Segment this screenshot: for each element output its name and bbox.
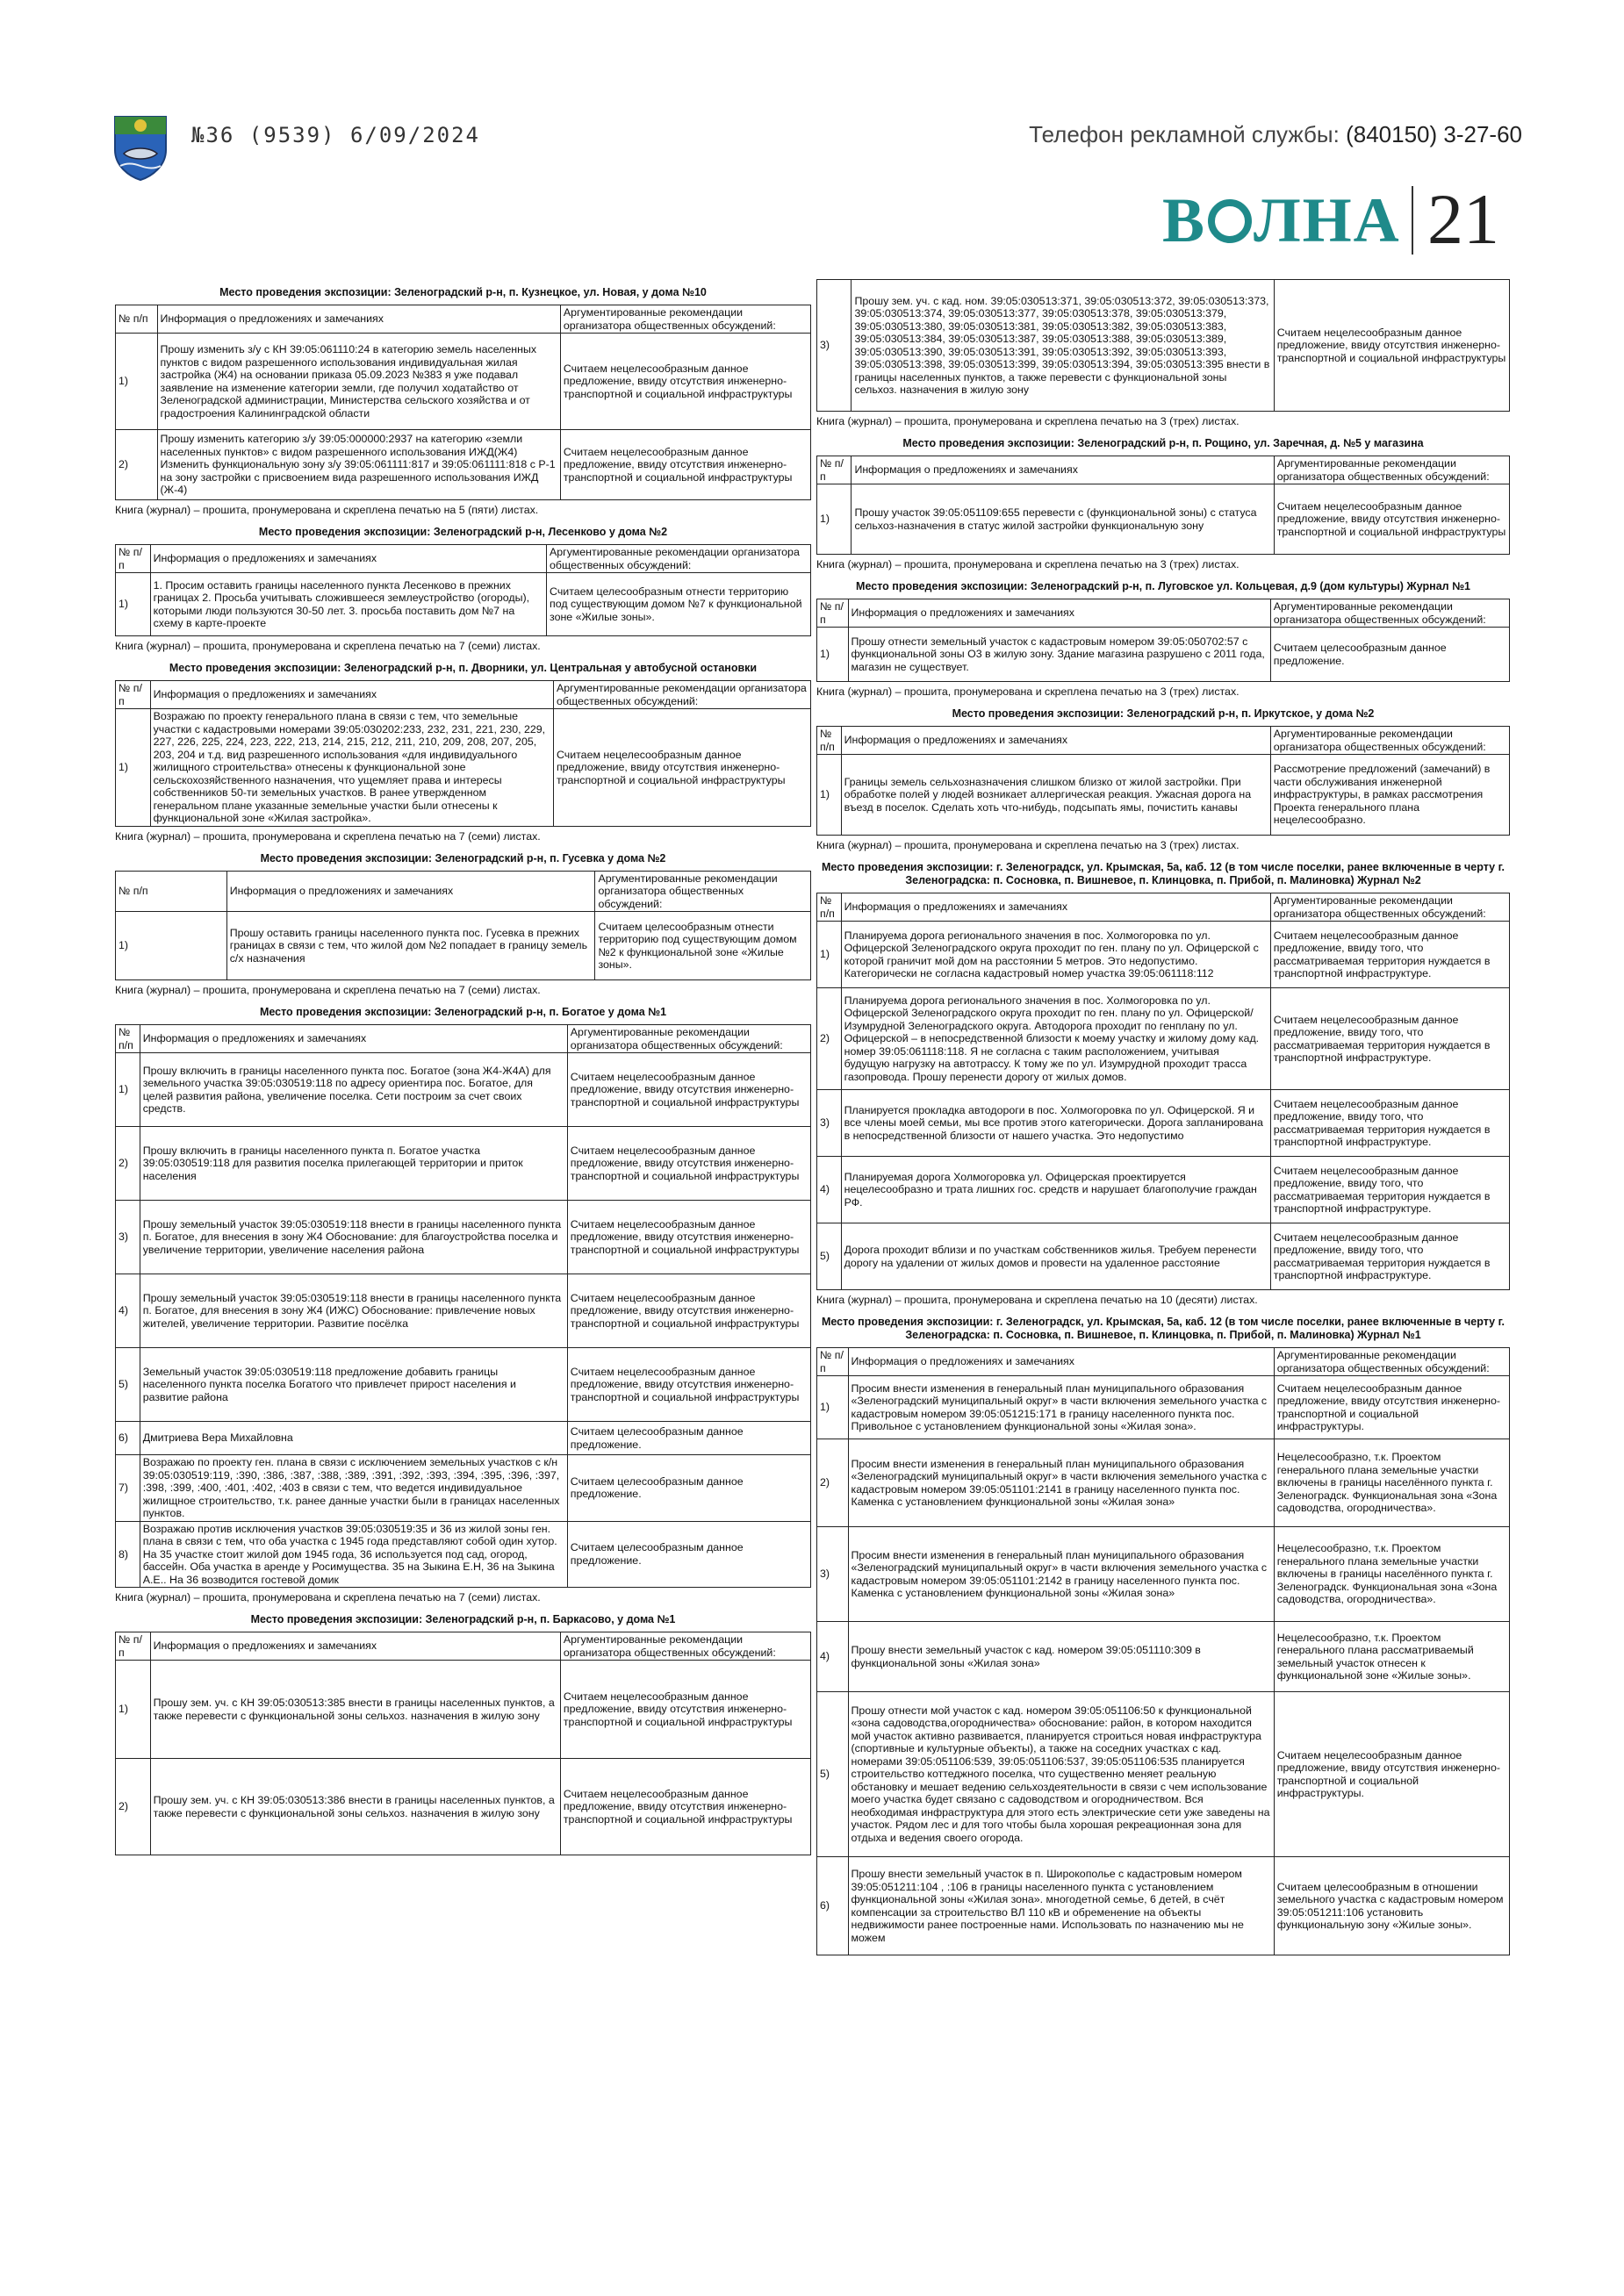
proposal-text: Прошу зем. уч. с КН 39:05:030513:385 внести в границы населенных пунктов, а также перевести с функциональной зоны сельхоз. назначения в жилую зону [150, 1661, 560, 1759]
journal-note: Книга (журнал) – прошита, пронумерована и скреплена печатью на 10 (десяти) листах. [816, 1294, 1258, 1306]
recommendation-text: Считаем нецелесообразным данное предложение, ввиду отсутствия инженерно-транспортной и социальной инфраструктуры [567, 1201, 810, 1274]
column-header: № п/п [116, 1025, 140, 1053]
row-number: 3) [817, 1527, 849, 1622]
column-header: Аргументированные рекомендации организатора общественных обсуждений: [560, 1632, 810, 1661]
proposal-text: Прошу оставить границы населенного пункта пос. Гусевка в прежних границах в связи с тем, что жилой дом №2 попадает в границу земель с/х назначения [226, 912, 595, 980]
table-row [116, 1759, 811, 1855]
table-row [116, 1127, 811, 1201]
recommendation-text: Считаем целесообразным в отношении земельного участка с кадастровым номером 39:05:051211:106 установить функциональную зону «Жилые зоны». [1274, 1857, 1509, 1955]
recommendation-text: Считаем целесообразным отнести территорию под существующим домом №7 к функциональной зоне «Жилые зоны». [547, 573, 811, 636]
proposal-text: Прошу отнести земельный участок с кадастровым номером 39:05:050702:57 с функциональной зоны О3 в жилую зону. Здание магазина разрушено с 2011 года, магазин не существует. [848, 628, 1270, 682]
proposal-text: Прошу зем. уч. с КН 39:05:030513:386 внести в границы населенных пунктов, а также перевести с функциональной зоны сельхоз. назначения в жилую зону [150, 1759, 560, 1855]
proposal-text: Просим внести изменения в генеральный план муниципального образования «Зеленоградский муниципальный округ» в части включения земельного участка с кадастровым номером 39:05:051101:2141 в границу населенного пункта пос. Каменка с установлением функциональной зоны «Жилая зона» [848, 1439, 1274, 1527]
table-row [116, 1521, 811, 1588]
row-number: 2) [116, 430, 158, 500]
table-header-row [817, 456, 1510, 484]
exposition-section [816, 437, 1510, 571]
column-header: № п/п [817, 1348, 849, 1376]
proposal-text: Прошу зем. уч. с кад. ном. 39:05:030513:371, 39:05:030513:372, 39:05:030513:373, 39:05:030513:374, 39:05:030513:377, 39:05:030513:378, 39:05:030513:379, 39:05:030513:380, 39:05:030513:381, 39:05:030513:382, 39:05:030513:383, 39:05:030513:384, 39:05:030513:387, 39:05:030513:388, 39:05:030513:389, 39:05:030513:390, 39:05:030513:391, 39:05:030513:392, 39:05:030513:393, 39:05:030513:398, 39:05:030513:399, 39:05:030513:394, 39:05:030513:395 внести в границы населенных пунктов, а также перевести с функциональной зоны сельхоз. назначения в жилую зону [852, 280, 1274, 412]
column-header: Информация о предложениях и замечаниях [140, 1025, 567, 1053]
column-header: Информация о предложениях и замечаниях [841, 727, 1270, 755]
journal-note: Книга (журнал) – прошита, пронумерована и скреплена печатью на 3 (трех) листах. [816, 415, 1240, 427]
table-row [817, 1527, 1510, 1622]
recommendation-text: Считаем нецелесообразным данное предложение, ввиду того, что рассматриваемая территория нуждается в транспортной инфраструктуре. [1270, 922, 1509, 988]
column-header: Аргументированные рекомендации организатора общественных обсуждений: [1270, 893, 1509, 922]
proposals-table [115, 1632, 811, 1855]
column-header: Информация о предложениях и замечаниях [226, 871, 595, 912]
column-header: № п/п [817, 893, 842, 922]
section-title: Место проведения экспозиции: Зеленоградский р-н, п. Иркутское, у дома №2 [952, 707, 1375, 720]
row-number: 3) [817, 1090, 842, 1157]
journal-note: Книга (журнал) – прошита, пронумерована и скреплена печатью на 5 (пяти) листах. [115, 504, 539, 516]
journal-note: Книга (журнал) – прошита, пронумерована и скреплена печатью на 3 (трех) листах. [816, 685, 1240, 698]
table-row [817, 484, 1510, 555]
recommendation-text: Считаем нецелесообразным данное предложение, ввиду отсутствия инженерно-транспортной и социальной инфраструктуры [1274, 280, 1509, 412]
table-row [116, 1661, 811, 1759]
column-header: № п/п [116, 871, 227, 912]
table-row [116, 709, 811, 827]
proposal-text: Прошу включить в границы населенного пункта п. Богатое участка 39:05:030519:118 для развития поселка прилегающей территории и приток населения [140, 1127, 567, 1201]
recommendation-text: Нецелесообразно, т.к. Проектом генерального плана рассматриваемый земельный участок отнесен к функциональной зоне «Жилые зоны». [1274, 1622, 1509, 1692]
row-number: 5) [817, 1223, 842, 1290]
issue-info: №36 (9539) 6/09/2024 [191, 123, 480, 147]
table-row [116, 1274, 811, 1348]
section-title: Место проведения экспозиции: Зеленоградский р-н, п. Дворники, ул. Центральная у автобусной остановки [169, 662, 758, 674]
recommendation-text: Считаем нецелесообразным данное предложение, ввиду отсутствия инженерно-транспортной и социальной инфраструктуры. [1274, 1376, 1509, 1439]
exposition-section [115, 286, 811, 517]
exposition-section [115, 526, 811, 653]
recommendation-text: Считаем нецелесообразным данное предложение, ввиду отсутствия инженерно-транспортной и социальной инфраструктуры [560, 1661, 810, 1759]
table-header-row [116, 871, 811, 912]
proposals-table [816, 893, 1510, 1290]
row-number: 7) [116, 1455, 140, 1522]
row-number: 1) [817, 922, 842, 988]
column-header: Информация о предложениях и замечаниях [150, 681, 553, 709]
right-column [816, 279, 1510, 1964]
row-number: 3) [116, 1201, 140, 1274]
exposition-section [115, 662, 811, 843]
proposal-text: Прошу изменить категорию з/у 39:05:000000:2937 на категорию «земли населенных пунктов» с видом разрешенного использования ИЖД(Ж4) Изменить функциональную зону з/у 39:05:061111:817 и 39:05:061111:818 с Р-1 на зону застройки с присвоением вида разрешенного использования ИЖД (Ж-4) [157, 430, 560, 500]
coat-of-arms-icon [111, 111, 169, 182]
journal-note: Книга (журнал) – прошита, пронумерована и скреплена печатью на 7 (семи) листах. [115, 829, 541, 843]
page-number: 21 [1427, 179, 1499, 259]
proposal-text: Прошу земельный участок 39:05:030519:118 внести в границы населенного пункта п. Богатое, для внесения в зону Ж4 (ИЖС) Обоснование: привлечение новых жителей, увеличение территории. Развитие посёлка [140, 1274, 567, 1348]
recommendation-text: Считаем нецелесообразным данное предложение, ввиду того, что рассматриваемая территория нуждается в транспортной инфраструктуре. [1270, 1090, 1509, 1157]
column-header: № п/п [116, 545, 151, 573]
row-number: 1) [817, 1376, 849, 1439]
proposals-table [816, 599, 1510, 682]
proposal-text: Планируема дорога регионального значения в пос. Холмогоровка по ул. Офицерской Зеленоградского округа проходит по ген. плану по ул. Офицерской/ Изумрудной Зеленоградского округа. Автодорога проходит по генплану по ул. Офицерской – в непосредственной близости к моему участку и жилому дому кад. номер 39:05:061118:118. Я не согласна с таким расположением, учитывая будущую нагрузку на автотрассу. К тому же по ул. Изумрудной проходит трасса газопровода. Прошу перенести дорогу от жилых домов. [841, 988, 1270, 1090]
recommendation-text: Считаем нецелесообразным данное предложение, ввиду отсутствия инженерно-транспортной и социальной инфраструктуры [567, 1053, 810, 1127]
page-header [0, 0, 1624, 259]
exposition-section [115, 1006, 811, 1604]
recommendation-text: Считаем нецелесообразным данное предложение, ввиду отсутствия инженерно-транспортной и социальной инфраструктуры. [1274, 1692, 1509, 1857]
table-row [817, 1439, 1510, 1527]
row-number: 4) [817, 1622, 849, 1692]
recommendation-text: Считаем целесообразным данное предложение. [567, 1455, 810, 1522]
proposal-text: Дорога проходит вблизи и по участкам собственников жилья. Требуем перенести дорогу на удалении от жилых домов и провести на удаленное расстояние [841, 1223, 1270, 1290]
table-row [116, 912, 811, 980]
recommendation-text: Считаем целесообразным данное предложение. [567, 1422, 810, 1455]
table-row [817, 755, 1510, 836]
proposals-table [115, 544, 811, 636]
exposition-section [816, 580, 1510, 699]
proposal-text: Прошу изменить з/у с КН 39:05:061110:24 в категорию земель населенных пунктов с видом разрешенного использования индивидуальная жилая застройка (Ж4) на основании приказа 05.09.2023 №383 я уже подавал заявление на изменение категории земли, где получил ходатайство от Зеленоградской администрации, Министерства сельского хозяйства и от градостроения Калининградской области [157, 334, 560, 430]
column-header: № п/п [817, 727, 842, 755]
section-title: Место проведения экспозиции: Зеленоградский р-н, п. Баркасово, у дома №1 [250, 1613, 676, 1625]
row-number: 1) [116, 1661, 151, 1759]
row-number: 1) [116, 709, 151, 827]
column-header: Информация о предложениях и замечаниях [848, 1348, 1274, 1376]
recommendation-text: Считаем нецелесообразным данное предложение, ввиду отсутствия инженерно-транспортной и социальной инфраструктуры [567, 1348, 810, 1422]
column-header: Аргументированные рекомендации организатора общественных обсуждений: [1270, 599, 1509, 628]
proposals-table [816, 1347, 1510, 1955]
row-number: 1) [116, 1053, 140, 1127]
row-number: 1) [817, 755, 842, 836]
proposal-text: Прошу внести земельный участок в п. Широкополье с кадастровым номером 39:05:051211:104 , :106 в границы населенного пункта с установлением функциональной зоны «Жилая зона». многодетной семье, 6 детей, в счёт компенсации за строительство ВЛ 110 кВ и обременение на объекты недвижимости ранее построенные нами. Использовать по назначению мы не можем [848, 1857, 1274, 1955]
recommendation-text: Считаем нецелесообразным данное предложение, ввиду того, что рассматриваемая территория нуждается в транспортной инфраструктуре. [1270, 1157, 1509, 1223]
proposal-text: Планируемая дорога Холмогоровка ул. Офицерская проектируется нецелесообразно и трата лишних гос. средств и нарушает благополучие граждан РФ. [841, 1157, 1270, 1223]
recommendation-text: Рассмотрение предложений (замечаний) в части обслуживания инженерной инфраструктуры, в рамках рассмотрения Проекта генерального плана нецелесообразно. [1270, 755, 1509, 836]
row-number: 1) [116, 334, 158, 430]
column-header: № п/п [817, 599, 849, 628]
phone-number: (840150) 3-27-60 [1346, 121, 1522, 147]
proposal-text: Возражаю против исключения участков 39:05:030519:35 и 36 из жилой зоны ген. плана в связи с тем, что оба участка с 1945 года представляют собой один хутор. На 35 участке стоит жилой дом 1945 года, 36 используется под сад, огород, бассейн. Оба участка в аренде у Росимущества. 35 на Зыкина Е.Н, 36 на Зыкина А.Е.. На 36 возводится гостевой домик [140, 1521, 567, 1588]
column-header: Аргументированные рекомендации организатора общественных обсуждений: [553, 681, 810, 709]
row-number: 2) [817, 988, 842, 1090]
proposal-text: Границы земель сельхозназначения слишком близко от жилой застройки. При обработке полей у людей возникает аллергическая реакция. Ужасная дорога на въезд в поселок. Сделать хоть что-нибудь, подсыпать ямы, почистить канавы [841, 755, 1270, 836]
row-number: 1) [817, 484, 852, 555]
proposal-text: Планируема дорога регионального значения в пос. Холмогоровка по ул. Офицерской Зеленоградского округа проходит по ген. плану по ул. Офицерской с которой граничит мой дом на расстоянии 5 метров. Это недопустимо. Категорически не согласна кадастровый номер участка 39:05:061118:112 [841, 922, 1270, 988]
proposal-text: Земельный участок 39:05:030519:118 предложение добавить границы населенного пункта поселка Богатого что привлечет прирост населения и развитие района [140, 1348, 567, 1422]
left-column [115, 279, 811, 1864]
proposals-table [115, 1024, 811, 1588]
row-number: 1) [116, 912, 227, 980]
recommendation-text: Нецелесообразно, т.к. Проектом генерального плана земельные участки включены в границы населённого пункта г. Зеленоградск. Функциональная зона «Зона садоводства, огородничества». [1274, 1527, 1509, 1622]
table-row [116, 430, 811, 500]
row-number: 5) [817, 1692, 849, 1857]
table-header-row [817, 727, 1510, 755]
column-header: Информация о предложениях и замечаниях [150, 545, 546, 573]
recommendation-text: Считаем нецелесообразным данное предложение, ввиду того, что рассматриваемая территория нуждается в транспортной инфраструктуре. [1270, 988, 1509, 1090]
recommendation-text: Считаем нецелесообразным данное предложение, ввиду отсутствия инженерно-транспортной и социальной инфраструктуры [560, 1759, 810, 1855]
row-number: 1) [116, 573, 151, 636]
proposal-text: Планируется прокладка автодороги в пос. Холмогоровка по ул. Офицерской. Я и все члены моей семьи, мы все против этого категорически. Дорога запланирована в непосредственной близости от нашего участка. Это недопустимо [841, 1090, 1270, 1157]
row-number: 3) [817, 280, 852, 412]
exposition-section [816, 861, 1510, 1307]
column-header: Аргументированные рекомендации организатора общественных обсуждений: [1270, 727, 1509, 755]
column-header: Информация о предложениях и замечаниях [157, 305, 560, 334]
proposal-text: Возражаю по проекту ген. плана в связи с исключением земельных участков с к/н 39:05:030519:119, :390, :386, :387, :388, :389, :391, :392, :393, :394, :395, :396, :397, :398, :399, :400, :401, :402, :403 в связи с тем, что ведется индивидуальное жилищное строительство, т.к. ранее данные участки были в границах населенных пунктов. [140, 1455, 567, 1522]
recommendation-text: Считаем нецелесообразным данное предложение, ввиду отсутствия инженерно-транспортной и социальной инфраструктуры [567, 1127, 810, 1201]
table-row [817, 628, 1510, 682]
section-title: Место проведения экспозиции: Зеленоградский р-н, п. Гусевка у дома №2 [260, 851, 666, 865]
proposals-table [816, 726, 1510, 836]
journal-note: Книга (журнал) – прошита, пронумерована и скреплена печатью на 7 (семи) листах. [115, 984, 541, 996]
column-header: Информация о предложениях и замечаниях [841, 893, 1270, 922]
table-row [116, 1422, 811, 1455]
column-header: Аргументированные рекомендации организатора общественных обсуждений: [547, 545, 811, 573]
table-header-row [817, 599, 1510, 628]
proposal-text: Просим внести изменения в генеральный план муниципального образования «Зеленоградский муниципальный округ» в части включения земельного участка с кадастровым номером 39:05:051215:171 в границу населенного пункта пос. Привольное с установлением функциональной зоны «Жилая зона». [848, 1376, 1274, 1439]
recommendation-text: Считаем нецелесообразным данное предложение, ввиду отсутствия инженерно-транспортной и социальной инфраструктуры [1274, 484, 1509, 555]
proposal-text: Прошу земельный участок 39:05:030519:118 внести в границы населенного пункта п. Богатое, для внесения в зону Ж4 Обоснование: для благоустройства поселка и увеличение территории, увеличение населения района [140, 1201, 567, 1274]
table-row [116, 1053, 811, 1127]
section-title: Место проведения экспозиции: Зеленоградский р-н, п. Луговское ул. Кольцевая, д.9 (дом культуры) Журнал №1 [856, 580, 1470, 592]
journal-note: Книга (журнал) – прошита, пронумерована и скреплена печатью на 7 (семи) листах. [115, 640, 541, 652]
logo-o-icon [1208, 199, 1252, 243]
table-header-row [116, 681, 811, 709]
proposal-text: Прошу включить в границы населенного пункта пос. Богатое (зона Ж4-Ж4А) для земельного участка 39:05:030519:118 по адресу ориентира пос. Богатое, для целей развития района, увеличение поселка. Сети построим за счет своих средств. [140, 1053, 567, 1127]
column-header: № п/п [116, 1632, 151, 1661]
table-row [116, 334, 811, 430]
section-title: Место проведения экспозиции: Зеленоградский р-н, п. Кузнецкое, ул. Новая, у дома №10 [219, 286, 707, 298]
column-header: Информация о предложениях и замечаниях [150, 1632, 560, 1661]
table-row [116, 1455, 811, 1522]
proposals-table [115, 871, 811, 981]
logo-divider [1412, 186, 1413, 255]
proposals-table [115, 305, 811, 500]
recommendation-text: Считаем нецелесообразным данное предложение, ввиду отсутствия инженерно-транспортной и социальной инфраструктуры [560, 334, 810, 430]
section-title: Место проведения экспозиции: Зеленоградский р-н, п. Рощино, ул. Заречная, д. №5 у магазина [902, 437, 1424, 449]
proposals-table [816, 456, 1510, 555]
proposal-text: 1. Просим оставить границы населенного пункта Лесенково в прежних границах 2. Просьба учитывать сложившееся землеустройство (огороды), которыми люди пользуются 30-50 лет. 3. просьба поставить дом №7 на схему в карте-проекте [150, 573, 546, 636]
table-row [817, 1376, 1510, 1439]
column-header: Информация о предложениях и замечаниях [848, 599, 1270, 628]
table-row [817, 1622, 1510, 1692]
table-header-row [817, 1348, 1510, 1376]
recommendation-text: Считаем целесообразным данное предложение. [567, 1521, 810, 1588]
exposition-section [816, 1316, 1510, 1955]
proposal-text: Просим внести изменения в генеральный план муниципального образования «Зеленоградский муниципальный округ» в части включения земельного участка с кадастровым номером 39:05:051101:2142 в границу населенного пункта пос. Каменка с установлением функциональной зоны «Жилая зона» [848, 1527, 1274, 1622]
table-row [817, 1157, 1510, 1223]
exposition-section [115, 1613, 811, 1855]
column-header: № п/п [116, 305, 158, 334]
column-header: Аргументированные рекомендации организатора общественных обсуждений: [595, 871, 811, 912]
proposal-text: Прошу внести земельный участок с кад. номером 39:05:051110:309 в функциональной зоны «Жилая зона» [848, 1622, 1274, 1692]
recommendation-text: Считаем целесообразным данное предложение. [1270, 628, 1509, 682]
table-row [817, 1090, 1510, 1157]
recommendation-text: Считаем нецелесообразным данное предложение, ввиду отсутствия инженерно-транспортной и социальной инфраструктуры [567, 1274, 810, 1348]
advert-phone [1029, 121, 1522, 148]
proposals-table [816, 279, 1510, 412]
proposals-table [115, 680, 811, 827]
table-row [817, 922, 1510, 988]
table-row [116, 573, 811, 636]
section-title: Место проведения экспозиции: г. Зеленоградск, ул. Крымская, 5а, каб. 12 (в том числе поселки, ранее включенные в черту г. Зеленоградска: п. Сосновка, п. Вишневое, п. Клинцовка, п. Прибой, п. Малиновка) Журнал №1 [821, 1316, 1505, 1341]
table-header-row [116, 1025, 811, 1053]
row-number: 1) [817, 628, 849, 682]
row-number: 8) [116, 1521, 140, 1588]
table-header-row [116, 545, 811, 573]
row-number: 6) [116, 1422, 140, 1455]
table-row [817, 1223, 1510, 1290]
row-number: 4) [817, 1157, 842, 1223]
row-number: 5) [116, 1348, 140, 1422]
recommendation-text: Считаем нецелесообразным данное предложение, ввиду того, что рассматриваемая территория нуждается в транспортной инфраструктуре. [1270, 1223, 1509, 1290]
column-header: Информация о предложениях и замечаниях [852, 456, 1274, 484]
recommendation-text: Считаем целесообразным отнести территорию под существующим домом №2 к функциональной зоне «Жилые зоны». [595, 912, 811, 980]
column-header: № п/п [116, 681, 151, 709]
section-title: Место проведения экспозиции: г. Зеленоградск, ул. Крымская, 5а, каб. 12 (в том числе поселки, ранее включенные в черту г. Зеленоградска: п. Сосновка, п. Вишневое, п. Клинцовка, п. Прибой, п. Малиновка) Журнал №2 [821, 861, 1505, 886]
table-header-row [116, 305, 811, 334]
row-number: 2) [817, 1439, 849, 1527]
recommendation-text: Считаем нецелесообразным данное предложение, ввиду отсутствия инженерно-транспортной и социальной инфраструктуры [560, 430, 810, 500]
row-number: 6) [817, 1857, 849, 1955]
column-header: Аргументированные рекомендации организатора общественных обсуждений: [1274, 456, 1509, 484]
journal-note: Книга (журнал) – прошита, пронумерована и скреплена печатью на 7 (семи) листах. [115, 1591, 541, 1604]
logo-part-1: В [1162, 185, 1207, 255]
column-header: Аргументированные рекомендации организатора общественных обсуждений: [567, 1025, 810, 1053]
column-header: Аргументированные рекомендации организатора общественных обсуждений: [560, 305, 810, 334]
logo-part-2: ЛНА [1254, 185, 1401, 255]
table-header-row [817, 893, 1510, 922]
journal-note: Книга (журнал) – прошита, пронумерована и скреплена печатью на 3 (трех) листах. [816, 839, 1240, 851]
section-title: Место проведения экспозиции: Зеленоградский р-н, п. Богатое у дома №1 [259, 1006, 667, 1018]
recommendation-text: Нецелесообразно, т.к. Проектом генерального плана земельные участки включены в границы населённого пункта г. Зеленоградск. Функциональная зона «Зона садоводства, огородничества». [1274, 1439, 1509, 1527]
proposal-text: Прошу участок 39:05:051109:655 перевести с (функциональной зоны) с статуса сельхоз-назначения в статус жилой застройки функциональную зону [852, 484, 1274, 555]
table-row [817, 1857, 1510, 1955]
row-number: 2) [116, 1759, 151, 1855]
table-row [817, 280, 1510, 412]
column-header: Аргументированные рекомендации организатора общественных обсуждений: [1274, 1348, 1509, 1376]
table-row [116, 1201, 811, 1274]
exposition-section [816, 279, 1510, 428]
exposition-section [816, 707, 1510, 852]
table-header-row [116, 1632, 811, 1661]
newspaper-logo [1162, 185, 1401, 255]
phone-label: Телефон рекламной службы: [1029, 121, 1340, 147]
recommendation-text: Считаем нецелесообразным данное предложение, ввиду отсутствия инженерно-транспортной и социальной инфраструктуры [553, 709, 810, 827]
row-number: 4) [116, 1274, 140, 1348]
journal-note: Книга (журнал) – прошита, пронумерована и скреплена печатью на 3 (трех) листах. [816, 558, 1240, 570]
row-number: 2) [116, 1127, 140, 1201]
section-title: Место проведения экспозиции: Зеленоградский р-н, Лесенково у дома №2 [258, 526, 668, 538]
column-header: № п/п [817, 456, 852, 484]
exposition-section [115, 852, 811, 998]
proposal-text: Прошу отнести мой участок с кад. номером 39:05:051106:50 к функциональной «зона садоводства,огородничества» обоснование: район, в котором находится мой участок активно развивается, планируется строиться новая инфраструктура (спортивные и культурные объекты), а также на соседних участках с кад. номерами 39:05:051106:539, 39:05:051106:537, 39:05:051106:535 планируется строительство коттеджного поселка, что существенно меняет реальную обстановку и мешает ведению сельхоздеятельности в связи с чем использование моего участка будет связано с садоводством и огородничеством. Вся необходимая инфраструктура для этого есть электрические сети уже заведены на участок. Рядом лес и для того чтобы была хорошая рекреационная зона для отдыха и ведения своего огорода. [848, 1692, 1274, 1857]
proposal-text: Возражаю по проекту генерального плана в связи с тем, что земельные участки с кадастровыми номерами 39:05:030202:233, 232, 231, 221, 230, 229, 227, 226, 225, 224, 223, 222, 213, 214, 215, 212, 211, 210, 209, 208, 207, 205, 203, 204 и т.д. вид разрешенного использования «для индивидуального жилищного строительства» отнесены к функциональной зоне сельскохозяйственного назначения, что ущемляет права и интересы собственников 50-ти земельных участков. В ранее утвержденном генеральном плане указанные земельные участки были отнесены к функциональной зоне «Жилая застройка». [150, 709, 553, 827]
table-row [116, 1348, 811, 1422]
table-row [817, 1692, 1510, 1857]
table-row [817, 988, 1510, 1090]
proposal-text: Дмитриева Вера Михайловна [140, 1422, 567, 1455]
